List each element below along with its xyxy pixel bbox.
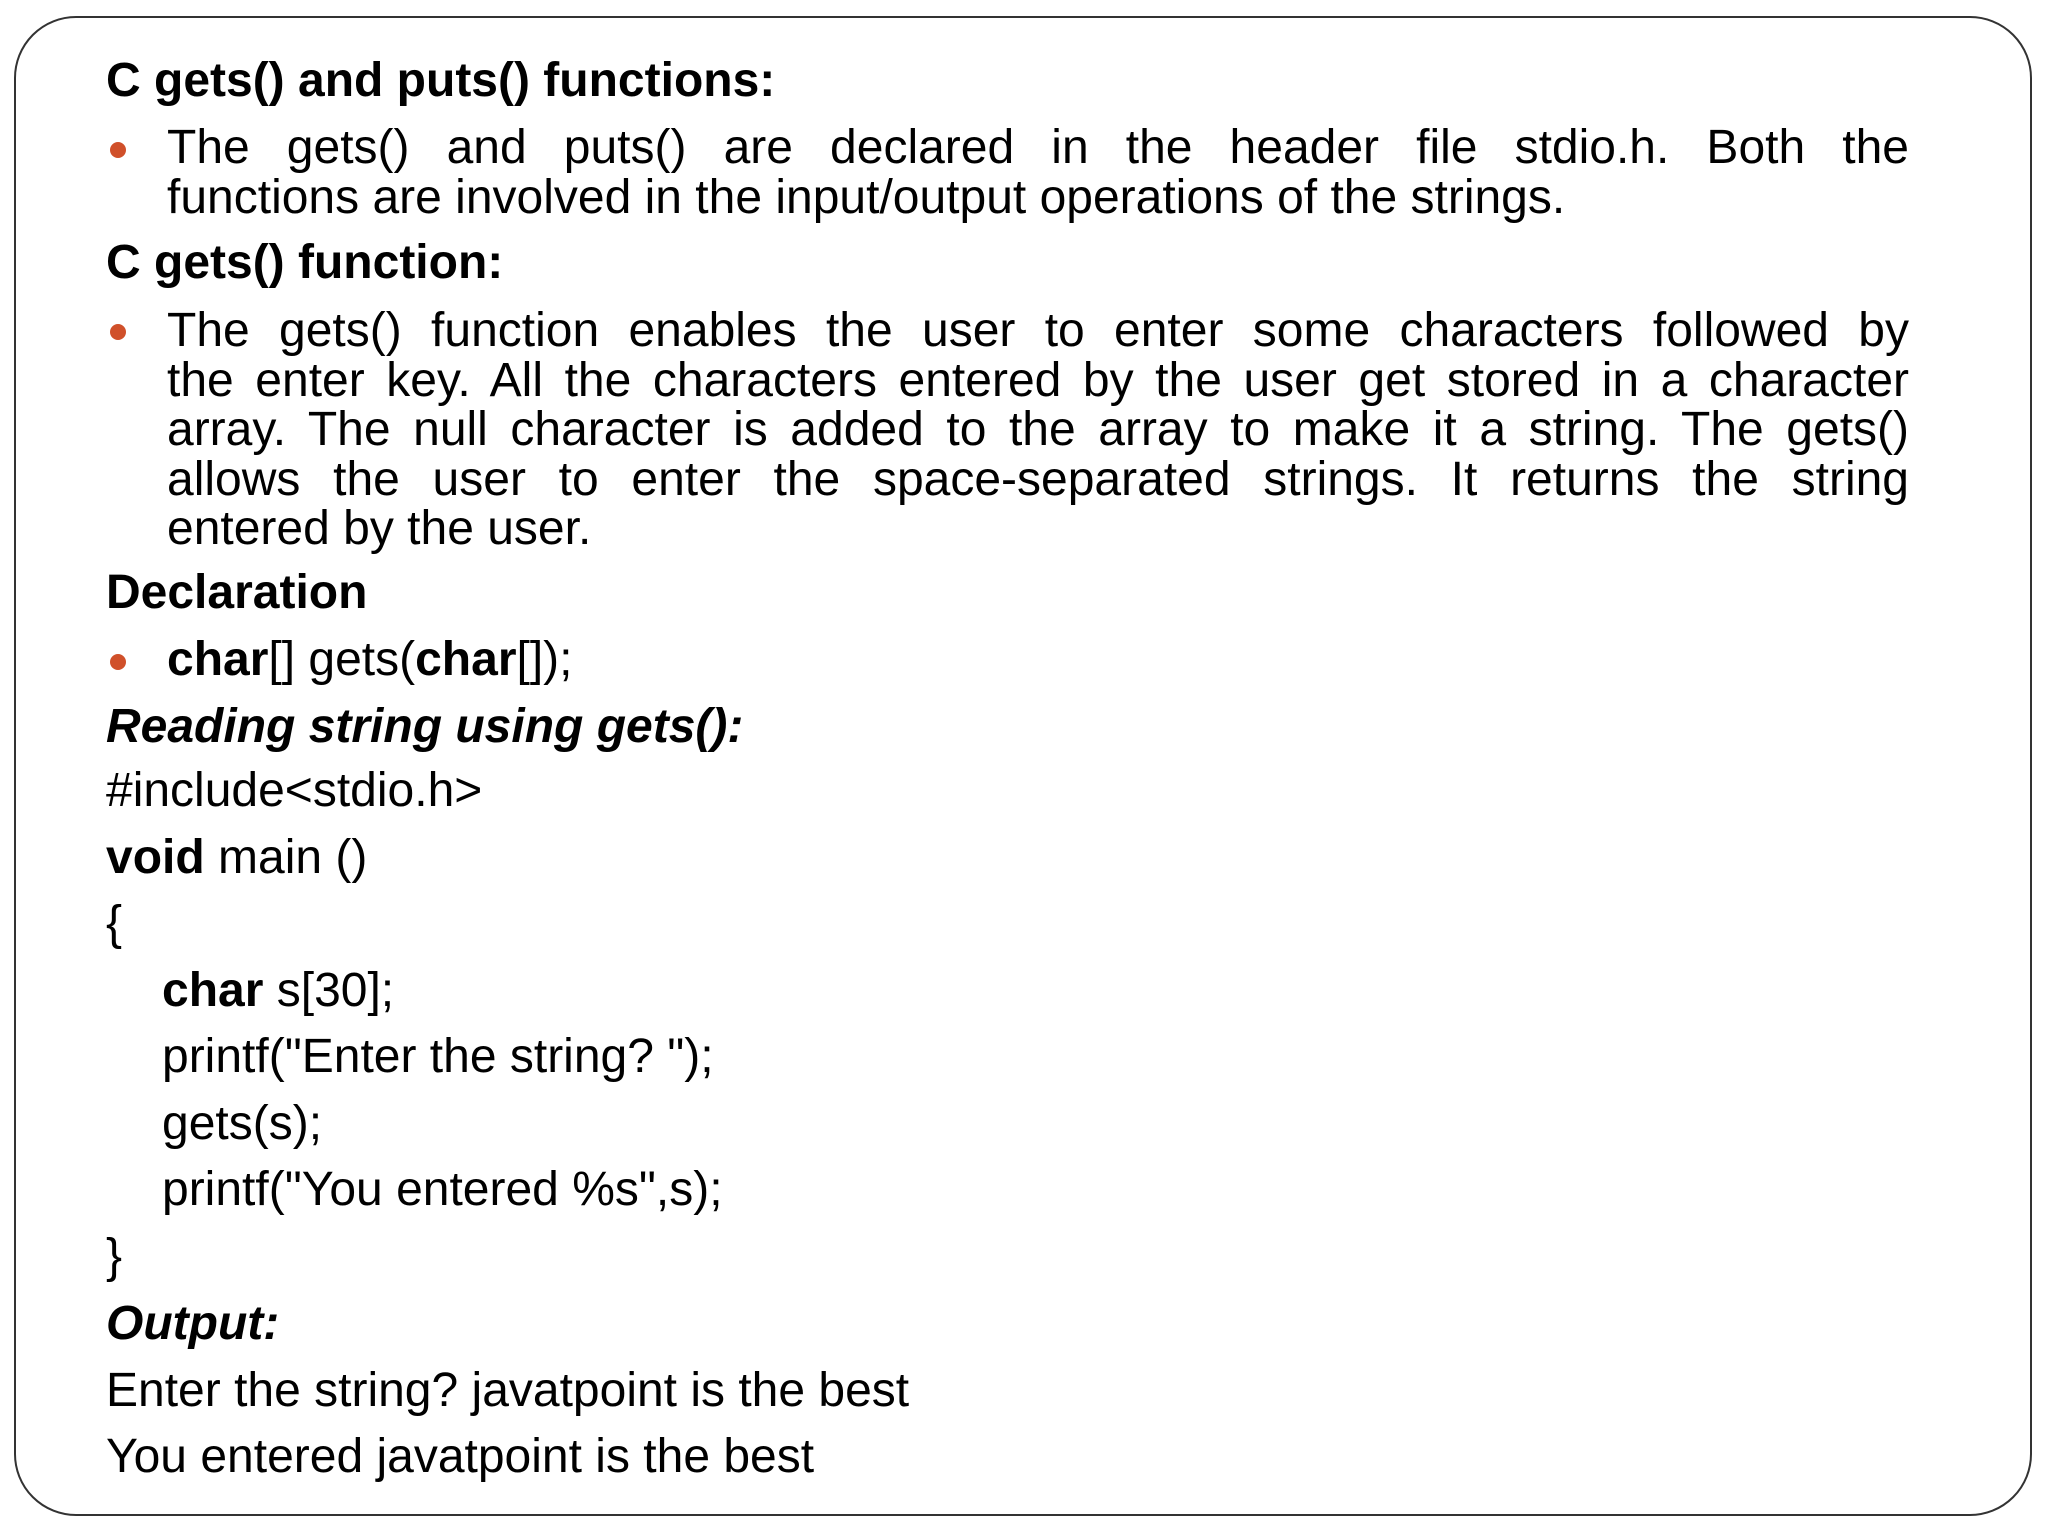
- code-printf-prompt: printf("Enter the string? ");: [162, 1030, 714, 1083]
- code-fragment: []);: [516, 633, 573, 686]
- heading-gets-puts: C gets() and puts() functions:: [106, 54, 776, 107]
- paragraph-line: the enter key. All the characters entered by the user get stored in a character: [167, 353, 1909, 407]
- heading-declaration: Declaration: [106, 566, 368, 619]
- paragraph-line: functions are involved in the input/output operations of the strings.: [167, 170, 1566, 224]
- code-fragment: main (): [204, 831, 368, 884]
- code-close-brace: }: [106, 1230, 123, 1283]
- paragraph-line: array. The null character is added to the array to make it a string. The gets(): [167, 403, 1909, 456]
- keyword-char: char: [167, 633, 269, 686]
- paragraph-line: The gets() and puts() are declared in the header file stdio.h. Both the: [167, 121, 1909, 174]
- code-printf-result: printf("You entered %s",s);: [162, 1163, 723, 1216]
- paragraph-gets-function: [167, 306, 1909, 554]
- keyword-char: char: [415, 633, 517, 686]
- code-open-brace: {: [106, 897, 123, 950]
- output-line-2: You entered javatpoint is the best: [106, 1430, 815, 1483]
- paragraph-line: The gets() function enables the user to enter some characters followed by: [167, 304, 1909, 357]
- code-main: [106, 831, 367, 885]
- paragraph-gets-puts: [167, 123, 1909, 222]
- code-include: #include<stdio.h>: [106, 764, 483, 817]
- code-char-decl: [162, 964, 394, 1018]
- keyword-char: char: [162, 964, 264, 1017]
- bullet-dot-icon: [110, 324, 126, 340]
- code-fragment: s[30];: [263, 964, 395, 1017]
- heading-gets-function: C gets() function:: [106, 236, 504, 289]
- bullet-dot-icon: [110, 142, 126, 158]
- paragraph-line: allows the user to enter the space-separated strings. It returns the string: [167, 452, 1909, 506]
- heading-output: Output:: [106, 1297, 280, 1350]
- code-gets-call: gets(s);: [162, 1097, 323, 1150]
- output-line-1: Enter the string? javatpoint is the best: [106, 1364, 910, 1417]
- heading-reading-string: Reading string using gets():: [106, 700, 744, 753]
- code-fragment: [] gets(: [268, 633, 416, 686]
- bullet-dot-icon: [110, 654, 126, 670]
- declaration-code: [167, 633, 573, 687]
- paragraph-line: entered by the user.: [167, 502, 592, 555]
- keyword-void: void: [106, 831, 205, 884]
